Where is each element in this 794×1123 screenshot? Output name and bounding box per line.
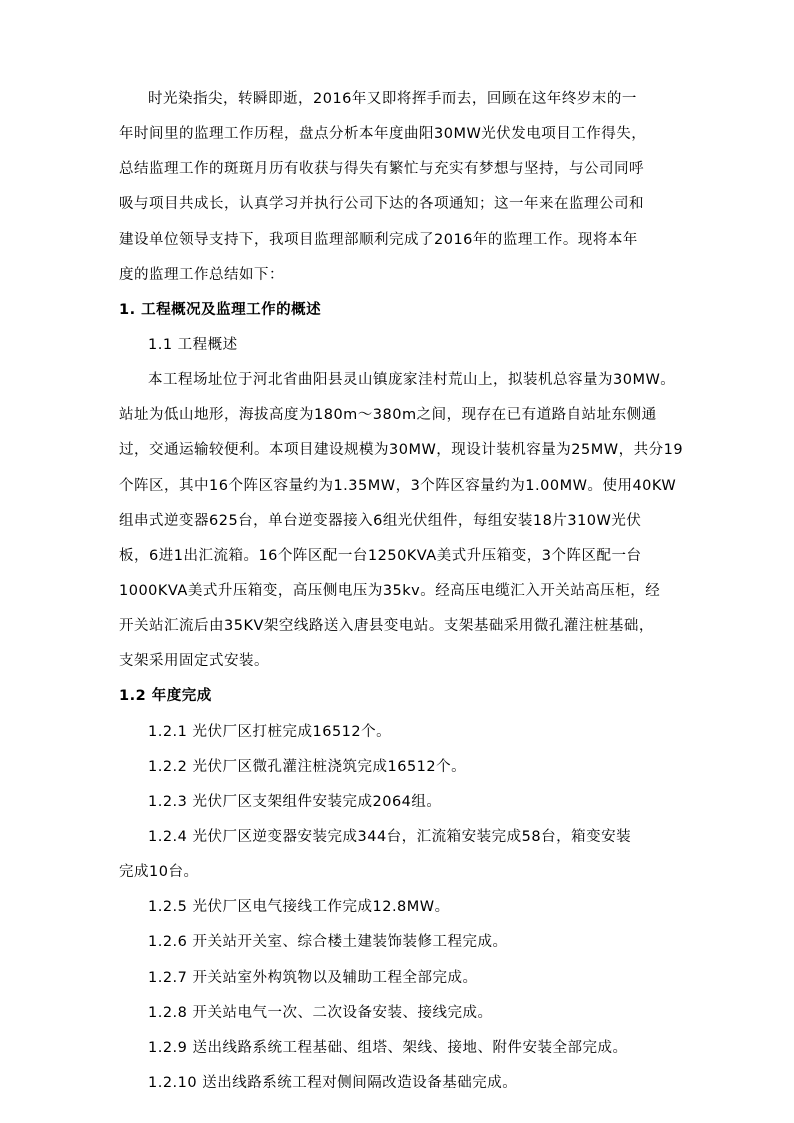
intro-line: 吸与项目共成长，认真学习并执行公司下达的各项通知；这一年来在监理公司和	[119, 196, 644, 212]
intro-line: 年时间里的监理工作历程，盘点分析本年度曲阳30MW光伏发电项目工作得失，	[119, 126, 647, 142]
list-item: 1.2.7 开关站室外构筑物以及辅助工程全部完成。	[148, 970, 478, 986]
overview-line: 过，交通运输较便利。本项目建设规模为30MW，现设计装机容量为25MW，共分19	[119, 442, 684, 458]
overview-line: 开关站汇流后由35KV架空线路送入唐县变电站。支架基础采用微孔灌注桩基础，	[119, 618, 654, 634]
subsection-heading: 1.2 年度完成	[119, 688, 212, 704]
list-item: 1.2.6 开关站开关室、综合楼土建装饰装修工程完成。	[148, 934, 508, 950]
overview-line: 个阵区，其中16个阵区容量约为1.35MW，3个阵区容量约为1.00MW。使用40KW	[119, 478, 677, 494]
list-item: 1.2.1 光伏厂区打桩完成16512个。	[148, 724, 392, 740]
list-item: 1.2.5 光伏厂区电气接线工作完成12.8MW。	[148, 899, 450, 915]
overview-line: 1000KVA美式升压箱变，高压侧电压为35kv。经高压电缆汇入开关站高压柜，经	[119, 583, 661, 599]
overview-line: 板，6进1出汇流箱。16个阵区配一台1250KVA美式升压箱变，3个阵区配一台	[119, 548, 642, 564]
list-item: 完成10台。	[119, 864, 199, 880]
overview-line: 支架采用固定式安装。	[119, 653, 269, 669]
list-item: 1.2.9 送出线路系统工程基础、组塔、架线、接地、附件安装全部完成。	[148, 1040, 628, 1056]
overview-line: 组串式逆变器625台，单台逆变器接入6组光伏组件，每组安装18片310W光伏	[119, 513, 642, 529]
list-item: 1.2.10 送出线路系统工程对侧间隔改造设备基础完成。	[148, 1075, 518, 1091]
list-item: 1.2.2 光伏厂区微孔灌注桩浇筑完成16512个。	[148, 759, 467, 775]
overview-line: 站址为低山地形，海拔高度为180m～380m之间，现存在已有道路自站址东侧通	[119, 407, 657, 423]
intro-line: 度的监理工作总结如下：	[119, 267, 284, 283]
list-item: 1.2.4 光伏厂区逆变器安装完成344台，汇流箱安装完成58台，箱变安装	[148, 829, 632, 845]
list-item: 1.2.3 光伏厂区支架组件安装完成2064组。	[148, 794, 442, 810]
intro-line: 时光染指尖，转瞬即逝，2016年又即将挥手而去，回顾在这年终岁末的一	[148, 91, 637, 107]
intro-line: 建设单位领导支持下，我项目监理部顺利完成了2016年的监理工作。现将本年	[119, 232, 638, 248]
overview-line: 本工程场址位于河北省曲阳县灵山镇庞家洼村荒山上，拟装机总容量为30MW。	[148, 372, 676, 388]
intro-line: 总结监理工作的斑斑月历有收获与得失有繁忙与充实有梦想与坚持，与公司同呼	[119, 161, 644, 177]
section-heading: 1. 工程概况及监理工作的概述	[119, 302, 322, 318]
list-item: 1.2.8 开关站电气一次、二次设备安装、接线完成。	[148, 1005, 493, 1021]
subsection-heading: 1.1 工程概述	[148, 337, 238, 353]
